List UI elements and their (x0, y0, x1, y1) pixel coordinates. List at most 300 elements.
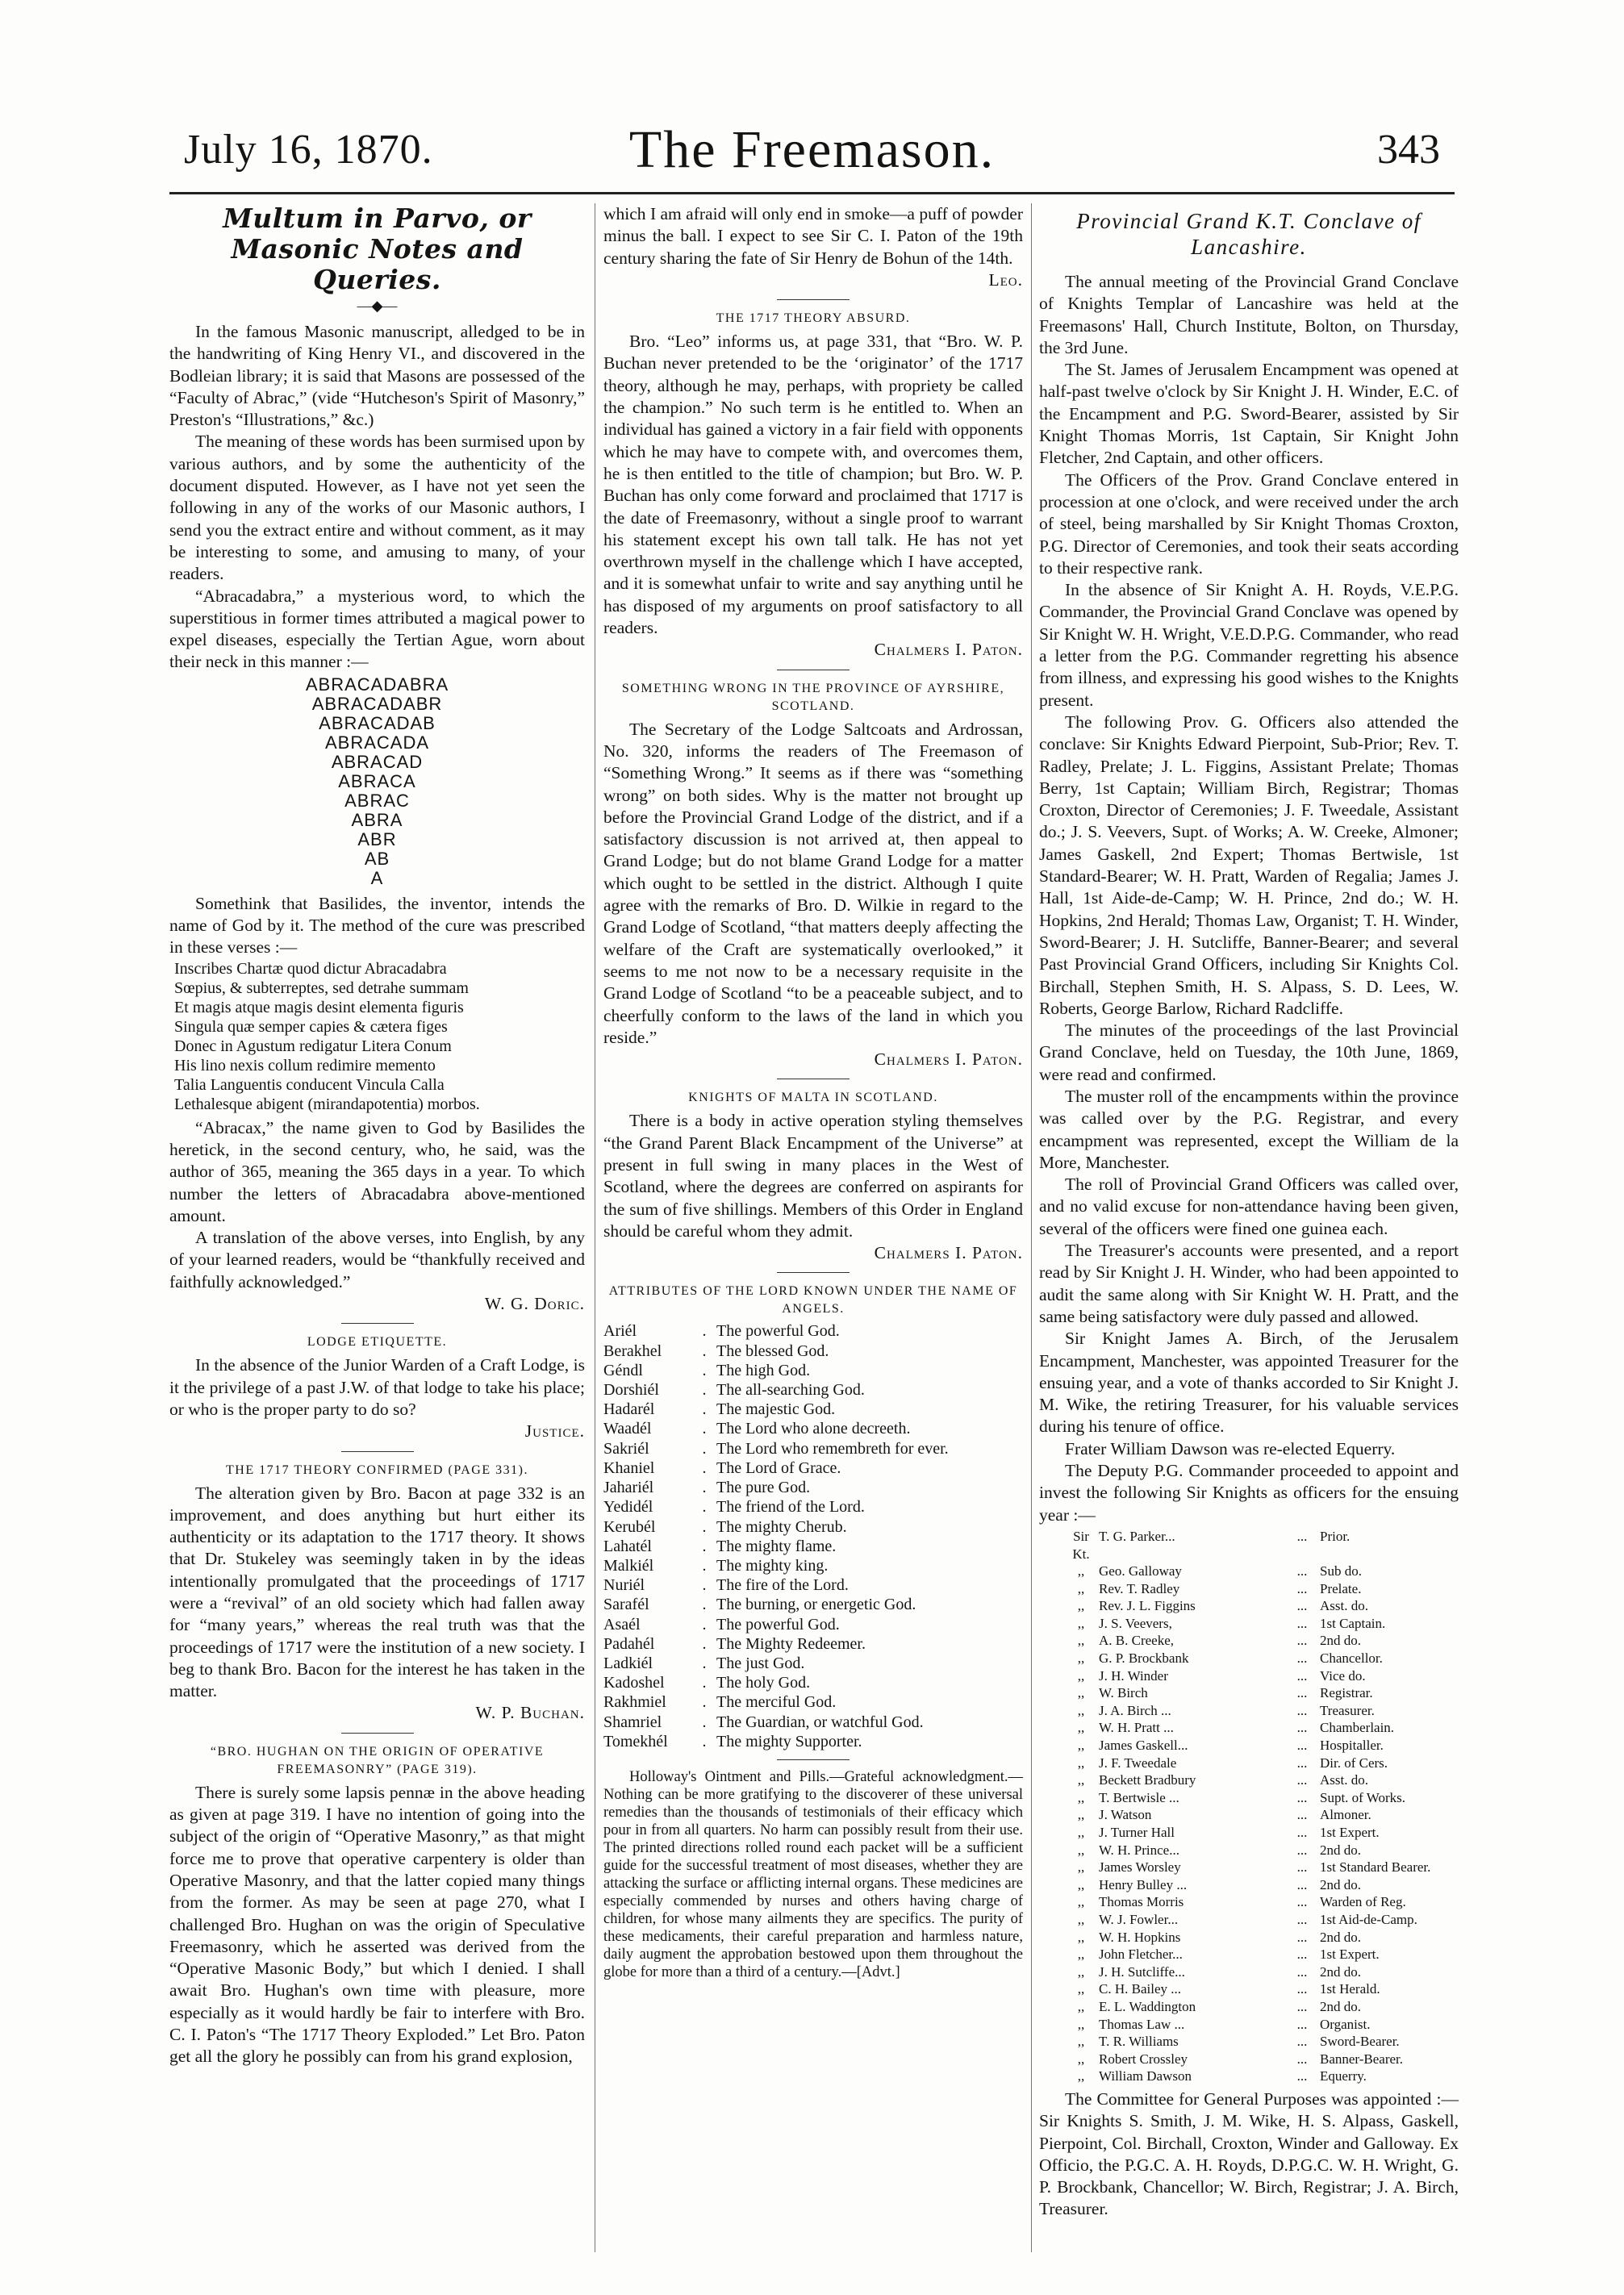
angel-desc: The blessed God. (716, 1342, 829, 1360)
ditto: ,, (1077, 1876, 1085, 1892)
angel-desc: The just God. (716, 1654, 805, 1672)
officer-name: T. R. Williams (1099, 2034, 1179, 2050)
table-row (603, 1400, 1023, 1419)
angel-desc: The friend of the Lord. (716, 1498, 865, 1517)
signature: W. P. Buchan. (475, 1703, 585, 1723)
ditto: ,, (1077, 1929, 1085, 1945)
paragraph: The minutes of the proceedings of the last Provincial Grand Conclave, held on Tuesday, the 10th June, 1869, were read and confirmed. (1039, 1020, 1459, 1084)
abra-line: ABR (357, 828, 397, 849)
subheading-knights-malta: KNIGHTS OF MALTA IN SCOTLAND. (688, 1091, 938, 1105)
angel-name: Padahél (603, 1634, 655, 1653)
officer-office: Banner-Bearer. (1320, 2051, 1404, 2067)
table-row (1063, 1806, 1442, 1824)
publication-title: The Freemason. (628, 120, 996, 179)
table-row (1063, 1859, 1442, 1876)
officer-office: 2nd do. (1320, 1876, 1361, 1892)
officer-name: W. J. Fowler... (1099, 1911, 1179, 1927)
officer-office: Sub do. (1320, 1563, 1362, 1579)
officer-name: J. A. Birch ... (1099, 1702, 1171, 1718)
separator (341, 1323, 414, 1324)
table-row (603, 1517, 1023, 1537)
angel-desc: The holy God. (716, 1674, 811, 1692)
paragraph: The Secretary of the Lodge Saltcoats and Ardrossan, No. 320, informs the readers of The Freemason of “Something Wrong.” It seems as if there was “something wrong” on both sides. Why is the matter not brought up before the Provincial Grand Lodge of the district, and if a satisfactory discussion is not arrived at, then appeal to Grand Lodge; but do not blame Grand Lodge for a matter which ought to be settled in the district. Although I quite agree with the remarks of Bro. D. Wilkie in regard to the Grand Lodge of Scotland, “that matters deeply affecting the welfare of the Craft are systematically overlooked,” it seems to me not now to be a necessary requisite in the Grand Lodge of Scotland “to be a peaceable subject, and to cheerfully conform to the laws of the land in which you reside.” (603, 719, 1023, 1047)
officer-office: 1st Expert. (1320, 1947, 1380, 1963)
officer-name: E. L. Waddington (1099, 1998, 1196, 2014)
officer-office: Prelate. (1320, 1580, 1362, 1596)
officer-office: Warden of Reg. (1320, 1894, 1406, 1910)
table-row (1063, 1632, 1442, 1650)
officer-name: Rev. J. L. Figgins (1099, 1598, 1196, 1614)
section-heading-kt-conclave: Provincial Grand K.T. Conclave of Lancashire. (1076, 209, 1422, 259)
dot: . (702, 1342, 707, 1360)
column-rule (1031, 203, 1032, 2252)
signature: Leo. (988, 269, 1023, 290)
leader-dots: ... (1296, 2068, 1308, 2084)
dot: . (702, 1713, 707, 1731)
table-row (1063, 1684, 1442, 1702)
abra-line: AB (364, 848, 390, 869)
abra-line: ABRACADAB (319, 712, 436, 733)
ditto: ,, (1077, 1772, 1085, 1788)
dot: . (702, 1400, 707, 1419)
dot: . (702, 1458, 707, 1477)
table-row (603, 1419, 1023, 1438)
page-number: 343 (1377, 127, 1440, 173)
table-row (1063, 2068, 1442, 2085)
officer-office: Sword-Bearer. (1320, 2034, 1400, 2050)
officer-name: James Gaskell... (1099, 1738, 1188, 1754)
leader-dots: ... (1296, 1772, 1308, 1788)
separator (341, 1733, 414, 1734)
ditto: ,, (1077, 1755, 1085, 1771)
table-row (1063, 1719, 1442, 1737)
table-row (1063, 1946, 1442, 1963)
leader-dots: ... (1296, 1807, 1308, 1823)
table-row (603, 1458, 1023, 1478)
leader-dots: ... (1296, 1580, 1308, 1596)
officer-office: Asst. do. (1320, 1598, 1368, 1614)
table-row (603, 1732, 1023, 1751)
ditto: ,, (1077, 1981, 1085, 1997)
table-row (603, 1497, 1023, 1517)
angel-desc: The burning, or energetic God. (716, 1596, 916, 1614)
leader-dots: ... (1296, 1876, 1308, 1892)
angel-desc: The high God. (716, 1361, 811, 1379)
ditto: ,, (1077, 2051, 1085, 2067)
masthead-rule (169, 192, 1455, 194)
paragraph: The Committee for General Purposes was appointed :—Sir Knights S. Smith, J. M. Wike, H. S. Alpass, Gaskell, Pierpoint, Col. Birchall, Croxton, Winder and Galloway. Ex Officio, the P.G.C. A. H. Royds, D.P.G.C. W. H. Wright, G. P. Brockbank, Chancellor; W. Birch, Registrar; J. A. Birch, Treasurer. (1039, 2088, 1459, 2219)
paragraph: The Deputy P.G. Commander proceeded to appoint and invest the following Sir Knights as officers for the ensuing year :— (1039, 1461, 1459, 1525)
table-row (1063, 1980, 1442, 1998)
leader-dots: ... (1296, 1998, 1308, 2014)
table-row (1063, 1789, 1442, 1807)
angel-name: Nuriél (603, 1576, 645, 1595)
dot: . (702, 1537, 707, 1555)
latin-verse (174, 959, 585, 1114)
leader-dots: ... (1296, 1738, 1308, 1754)
verse-line: Et magis atque magis desint elementa figuris (174, 998, 464, 1016)
angel-desc: The mighty Supporter. (716, 1732, 862, 1750)
dot: . (702, 1634, 707, 1653)
dot: . (702, 1693, 707, 1712)
table-row (603, 1380, 1023, 1400)
leader-dots: ... (1296, 1894, 1308, 1910)
table-row (1063, 1528, 1442, 1563)
ditto: ,, (1077, 1859, 1085, 1876)
officer-name: Beckett Bradbury (1099, 1772, 1196, 1788)
table-row (1063, 1929, 1442, 1947)
angel-name: Malkiél (603, 1556, 654, 1575)
officer-name: Geo. Galloway (1099, 1563, 1182, 1579)
angel-desc: The Lord who remembreth for ever. (716, 1439, 949, 1458)
leader-dots: ... (1296, 1963, 1308, 1980)
ditto: ,, (1077, 1947, 1085, 1963)
paragraph: Frater William Dawson was re-elected Equerry. (1065, 1438, 1396, 1458)
angel-name: Yedidél (603, 1498, 653, 1517)
dot: . (702, 1654, 707, 1672)
leader-dots: ... (1296, 1650, 1308, 1667)
table-row (1063, 1893, 1442, 1911)
angel-desc: The Guardian, or watchful God. (716, 1713, 924, 1731)
leader-dots: ... (1296, 2034, 1308, 2050)
officer-office: 1st Herald. (1320, 1981, 1380, 1997)
leader-dots: ... (1296, 1598, 1308, 1614)
leader-dots: ... (1296, 1789, 1308, 1805)
subheading-lodge-etiquette: LODGE ETIQUETTE. (307, 1335, 448, 1350)
leader-dots: ... (1296, 1929, 1308, 1945)
officer-name: James Worsley (1099, 1859, 1181, 1876)
ditto: ,, (1077, 1598, 1085, 1614)
officer-office: Organist. (1320, 2016, 1371, 2032)
paragraph: In the absence of the Junior Warden of a Craft Lodge, is it the privilege of a past J.W. of that lodge to take his place; or who is the proper party to do so? (169, 1355, 585, 1419)
leader-dots: ... (1296, 1667, 1308, 1684)
angel-name: Khaniel (603, 1458, 655, 1477)
paragraph: The St. James of Jerusalem Encampment was opened at half-past twelve o'clock by Sir Knight J. H. Winder, E.C. of the Encampment and P.G. Sword-Bearer, assisted by Sir Knight Thomas Morris, 1st Captain, Sir Knight John Fletcher, 2nd Captain, and other officers. (1039, 360, 1459, 468)
dot: . (702, 1439, 707, 1458)
angel-name: Waadél (603, 1420, 652, 1438)
paragraph: which I am afraid will only end in smoke—a puff of powder minus the ball. I expect to see Sir C. I. Paton of the 19th century sharing the fate of Sir Henry de Bohun of the 14th. (603, 204, 1023, 268)
subheading-hughan: “BRO. HUGHAN ON THE ORIGIN OF OPERATIVE FREEMASONRY” (PAGE 319). (210, 1744, 545, 1776)
leader-dots: ... (1296, 1911, 1308, 1927)
dot: . (702, 1420, 707, 1438)
subheading-1717-confirmed: THE 1717 THEORY CONFIRMED (PAGE 331). (226, 1463, 528, 1477)
table-row (603, 1556, 1023, 1575)
table-row (603, 1478, 1023, 1497)
table-row (603, 1361, 1023, 1380)
paragraph: The roll of Provincial Grand Officers was called over, and no valid excuse for non-attendance having been given, several of the officers were fined one guinea each. (1039, 1175, 1459, 1238)
abra-line: ABRACA (338, 770, 416, 791)
dot: . (702, 1498, 707, 1517)
officer-name: W. Birch (1099, 1685, 1148, 1701)
angel-name: Ariél (603, 1322, 637, 1341)
leader-dots: ... (1296, 1528, 1308, 1544)
leader-dots: ... (1296, 1702, 1308, 1718)
table-row (1063, 1667, 1442, 1685)
angel-name: Dorshiél (603, 1381, 659, 1400)
angel-desc: The merciful God. (716, 1693, 837, 1712)
dot: . (702, 1322, 707, 1341)
angel-name: Tomekhél (603, 1732, 668, 1750)
verse-line: Talia Languentis conducent Vincula Calla (174, 1075, 445, 1094)
angel-desc: The powerful God. (716, 1322, 840, 1341)
officer-name: Thomas Morris (1099, 1894, 1184, 1910)
paragraph: “Abracax,” the name given to God by Basilides the heretick, in the second century, who, he said, was the author of 365, meaning the 365 days in a year. To which number the letters of Abracadabra above-mentioned amount. (169, 1117, 585, 1225)
officers-table (1063, 1528, 1442, 2085)
ditto: ,, (1077, 1807, 1085, 1823)
table-row (1063, 1597, 1442, 1615)
angel-desc: The fire of the Lord. (716, 1576, 849, 1595)
table-row (1063, 1998, 1442, 2016)
leader-dots: ... (1296, 1685, 1308, 1701)
angel-desc: The mighty flame. (716, 1537, 837, 1555)
abra-line: ABRAC (344, 790, 410, 811)
officer-office: Dir. of Cers. (1320, 1755, 1388, 1771)
subheading-attributes: ATTRIBUTES OF THE LORD KNOWN UNDER THE NAME OF ANGELS. (608, 1284, 1018, 1316)
table-row (1063, 1580, 1442, 1598)
angel-name: Hadarél (603, 1400, 655, 1419)
officer-name: John Fletcher... (1099, 1947, 1183, 1963)
subheading-1717-absurd: THE 1717 THEORY ABSURD. (716, 311, 911, 326)
paragraph: There is a body in active operation styling themselves “the Grand Parent Black Encampment of the Universe” at present in full swing in many places in the West of Scotland, where the degrees are conferred on aspirants for the sum of five shillings. Members of this Order in England should be careful whom they admit. (603, 1111, 1023, 1241)
officer-name: J. H. Winder (1099, 1667, 1168, 1684)
table-row (603, 1537, 1023, 1556)
ditto: ,, (1077, 1685, 1085, 1701)
dot: . (702, 1556, 707, 1575)
dot: . (702, 1576, 707, 1595)
leader-dots: ... (1296, 1720, 1308, 1736)
angel-desc: The Lord who alone decreeth. (716, 1420, 911, 1438)
signature: W. G. Doric. (484, 1294, 585, 1314)
officer-office: 2nd do. (1320, 1929, 1361, 1945)
officer-office: Hospitaller. (1320, 1738, 1384, 1754)
officer-name: Henry Bulley ... (1099, 1876, 1188, 1892)
officer-name: T. G. Parker... (1099, 1528, 1175, 1544)
table-row (1063, 1911, 1442, 1929)
table-row (1063, 1650, 1442, 1667)
ditto: Sir Kt. (1072, 1528, 1090, 1562)
officer-office: Chancellor. (1320, 1650, 1383, 1667)
officer-office: Prior. (1320, 1528, 1351, 1544)
table-row (1063, 1737, 1442, 1755)
officer-office: 2nd do. (1320, 1842, 1361, 1858)
table-row (603, 1342, 1023, 1361)
angel-name: Jahariél (603, 1479, 654, 1497)
verse-line: Donec in Agustum redigatur Litera Conum (174, 1037, 452, 1055)
dot: . (702, 1615, 707, 1634)
officer-name: J. Watson (1099, 1807, 1152, 1823)
angel-name: Kadoshel (603, 1674, 665, 1692)
paragraph: There is surely some lapsis pennæ in the above heading as given at page 319. I have no intention of going into the subject of the origin of “Operative Masonry,” as that might force me to prove that operative carpentery is older than Operative Masonry, and that the latter copied many things from the former. As may be seen at page 270, what I challenged Bro. Hughan on was the origin of Speculative Freemasonry, which he asserted was derived from the “Operative Masonic Body,” but which I denied. I shall await Bro. Hughan's own time with pleasure, more especially as it would hardly be fair to interfere with Bro. C. I. Paton's “The 1717 Theory Exploded.” Let Bro. Paton get all the glory he possibly can from his grand explosion, (169, 1782, 585, 2067)
dot: . (702, 1381, 707, 1400)
paragraph: The alteration given by Bro. Bacon at page 332 is an improvement, and does anything but hurt either its authenticity or its adaptation to the 1717 theory. It shows that Dr. Stukeley was seemingly taken in by the ideas intentionally promulgated that the proceedings of 1717 were a “revival” of an old society which had fallen away for “many years,” whereas the real truth was that the proceedings of 1717 were the institution of a new society. I beg to thank Bro. Bacon for the interest he has taken in the matter. (169, 1483, 585, 1701)
leader-dots: ... (1296, 1981, 1308, 1997)
officer-name: J. H. Sutcliffe... (1099, 1963, 1185, 1980)
section-heading-notes-queries: Multum in Parvo, or Masonic Notes and Queries. (223, 202, 532, 295)
officer-name: C. H. Bailey ... (1099, 1981, 1181, 1997)
paragraph: Bro. “Leo” informs us, at page 331, that “Bro. W. P. Buchan never pretended to be the ‘originator’ of the 1717 theory, although he may, perhaps, with propriety be called the champion.” No such term is he entitled to. When an individual has gained a victory in a fair field with opponents which he may have to compete with, and overcomes them, he is then entitled to the title of champion; but Bro. W. P. Buchan has only come forward and proclaimed that 1717 is the date of Freemasonry, without a single proof to warrant his statement except his own tall talk. He has not yet overthrown myself in the challenge which I have accepted, and it is somewhat unfair to write and say anything until he has disposed of my arguments on proof satisfactory to all readers. (603, 332, 1023, 638)
table-row (603, 1654, 1023, 1673)
officer-office: Supt. of Works. (1320, 1789, 1405, 1805)
table-row (1063, 2033, 1442, 2051)
ornament-divider: —◆— (357, 298, 398, 314)
officer-name: A. B. Creeke, (1099, 1633, 1175, 1649)
leader-dots: ... (1296, 1825, 1308, 1841)
leader-dots: ... (1296, 1842, 1308, 1858)
abra-line: ABRACADA (324, 732, 430, 753)
table-row (1063, 1755, 1442, 1772)
ditto: ,, (1077, 2016, 1085, 2032)
officer-name: Rev. T. Radley (1099, 1580, 1180, 1596)
table-row (603, 1673, 1023, 1692)
paragraph: A translation of the above verses, into English, by any of your learned readers, would be “thankfully received and faithfully acknowledged.” (169, 1228, 585, 1291)
officer-name: W. H. Hopkins (1099, 1929, 1181, 1945)
officer-office: 1st Aid-de-Camp. (1320, 1911, 1417, 1927)
angel-desc: The powerful God. (716, 1615, 840, 1634)
table-row (1063, 1615, 1442, 1633)
separator (777, 299, 850, 300)
table-row (603, 1439, 1023, 1458)
leader-dots: ... (1296, 1755, 1308, 1771)
signature: Chalmers I. Paton. (874, 1243, 1023, 1263)
ditto: ,, (1077, 1911, 1085, 1927)
table-row (1063, 1842, 1442, 1859)
paragraph: In the absence of Sir Knight A. H. Royds, V.E.P.G. Commander, the Provincial Grand Conclave was opened by Sir Knight W. H. Wright, V.E.D.P.G. Commander, who read a letter from the P.G. Commander regretting his absence from illness, and expressing his good wishes to the Knights present. (1039, 580, 1459, 710)
table-row (1063, 1876, 1442, 1894)
column-3 (1039, 203, 1459, 2221)
angel-desc: The majestic God. (716, 1400, 836, 1419)
paragraph: Sir Knight James A. Birch, of the Jerusalem Encampment, Manchester, was appointed Treasurer for the ensuing year, and a vote of thanks accorded to Sir Knight J. M. Wike, the retiring Treasurer, for his valuable services during his tenure of office. (1039, 1329, 1459, 1437)
officer-name: J. Turner Hall (1099, 1825, 1175, 1841)
angel-name: Ladkiél (603, 1654, 653, 1672)
ditto: ,, (1077, 1789, 1085, 1805)
signature: Chalmers I. Paton. (874, 640, 1023, 660)
ditto: ,, (1077, 2034, 1085, 2050)
ditto: ,, (1077, 1998, 1085, 2014)
angel-name: Shamriel (603, 1713, 662, 1731)
paragraph: In the famous Masonic manuscript, alledged to be in the handwriting of King Henry VI., and discovered in the Bodleian library; it is said that Masons are possessed of the “Faculty of Abrac,” (vide “Hutcheson's Spirit of Masonry,” Preston's “Illustrations,” &c.) (169, 322, 585, 430)
officer-office: 2nd do. (1320, 1633, 1361, 1649)
issue-date: July 16, 1870. (184, 127, 433, 173)
ditto: ,, (1077, 1702, 1085, 1718)
leader-dots: ... (1296, 1947, 1308, 1963)
angel-desc: The mighty Cherub. (716, 1517, 847, 1536)
angel-desc: The Lord of Grace. (716, 1458, 841, 1477)
officer-name: Robert Crossley (1099, 2051, 1188, 2067)
subheading-ayrshire: SOMETHING WRONG IN THE PROVINCE OF AYRSHIRE, SCOTLAND. (621, 681, 1005, 713)
table-row (1063, 1963, 1442, 1981)
abra-line: ABRACADABR (311, 693, 443, 714)
signature: Chalmers I. Paton. (874, 1049, 1023, 1070)
officer-office: Asst. do. (1320, 1772, 1368, 1788)
ditto: ,, (1077, 1563, 1085, 1579)
officer-name: J. F. Tweedale (1099, 1755, 1177, 1771)
separator (777, 1759, 850, 1760)
paragraph: The annual meeting of the Provincial Grand Conclave of Knights Templar of Lancashire was held at the Freemasons' Hall, Church Institute, Bolton, on Thursday, the 3rd June. (1039, 272, 1459, 357)
angel-name: Lahatél (603, 1537, 652, 1555)
angel-name: Géndl (603, 1361, 643, 1379)
masthead (184, 119, 1440, 192)
dot: . (702, 1517, 707, 1536)
officer-office: 1st Standard Bearer. (1320, 1859, 1431, 1876)
column-1 (169, 203, 585, 2068)
angel-name: Asaél (603, 1615, 641, 1634)
officer-name: T. Bertwisle ... (1099, 1789, 1179, 1805)
column-2 (603, 203, 1023, 1981)
officer-office: 1st Expert. (1320, 1825, 1380, 1841)
separator (777, 1272, 850, 1273)
officer-name: W. H. Prince... (1099, 1842, 1179, 1858)
officer-name: W. H. Pratt ... (1099, 1720, 1174, 1736)
officer-office: Chamberlain. (1320, 1720, 1395, 1736)
dot: . (702, 1361, 707, 1379)
table-row (603, 1615, 1023, 1634)
leader-dots: ... (1296, 1615, 1308, 1631)
officer-name: William Dawson (1099, 2068, 1192, 2084)
abra-line: ABRACADABRA (305, 674, 449, 695)
leader-dots: ... (1296, 1633, 1308, 1649)
signature: Justice. (524, 1421, 585, 1442)
ditto: ,, (1077, 2068, 1085, 2084)
ditto: ,, (1077, 1667, 1085, 1684)
dot: . (702, 1674, 707, 1692)
angel-name: Sarafél (603, 1596, 649, 1614)
officer-name: Thomas Law ... (1099, 2016, 1185, 2032)
ditto: ,, (1077, 1894, 1085, 1910)
table-row (1063, 1702, 1442, 1720)
ditto: ,, (1077, 1842, 1085, 1858)
ditto: ,, (1077, 1825, 1085, 1841)
officer-office: 2nd do. (1320, 1998, 1361, 2014)
abra-line: A (370, 867, 384, 888)
separator (341, 1451, 414, 1452)
verse-line: Singula quæ semper capies & cætera figes (174, 1017, 448, 1036)
table-row (603, 1713, 1023, 1732)
leader-dots: ... (1296, 1859, 1308, 1876)
officer-office: Treasurer. (1320, 1702, 1375, 1718)
angel-desc: The Mighty Redeemer. (716, 1634, 866, 1653)
officer-office: Registrar. (1320, 1685, 1373, 1701)
officer-office: Equerry. (1320, 2068, 1367, 2084)
angels-table (603, 1321, 1023, 1750)
dot: . (702, 1479, 707, 1497)
officer-name: J. S. Veevers, (1099, 1615, 1172, 1631)
angel-name: Rakhmiel (603, 1693, 666, 1712)
abra-line: ABRACAD (331, 751, 424, 772)
advertisement-holloway: Holloway's Ointment and Pills.—Grateful acknowledgment.—Nothing can be more gratifying to the discoverer of these universal remedies than the thousands of testimonials of their efficacy which pour in from all quarters. No harm can possibly result from their use. The printed directions rolled round each packet will be a sufficient guide for the successful treatment of most diseases, whether they are attacking the surface or afflicting internal organs. These medicines are especially commended by nurses and others having charge of children, for whose many ailments they are specifics. The purity of these medicaments, their careful preparation and harmless nature, daily augment the approbation bestowed upon them throughout the globe for more than a third of a century.—[Advt.] (603, 1768, 1023, 1980)
table-row (1063, 1824, 1442, 1842)
table-row (603, 1575, 1023, 1595)
verse-line: Lethalesque abigent (mirandapotentia) morbos. (174, 1095, 480, 1113)
ditto: ,, (1077, 1720, 1085, 1736)
dot: . (702, 1596, 707, 1614)
leader-dots: ... (1296, 2051, 1308, 2067)
ditto: ,, (1077, 1580, 1085, 1596)
paragraph: The Officers of the Prov. Grand Conclave entered in procession at one o'clock, and were received under the arch of steel, being marshalled by Sir Knight Thomas Croxton, P.G. Director of Ceremonies, and took their seats according to their respective rank. (1039, 469, 1459, 578)
dot: . (702, 1732, 707, 1750)
ditto: ,, (1077, 1738, 1085, 1754)
ditto: ,, (1077, 1650, 1085, 1667)
table-row (1063, 2016, 1442, 2034)
officer-office: Vice do. (1320, 1667, 1366, 1684)
ditto: ,, (1077, 1615, 1085, 1631)
paragraph: The following Prov. G. Officers also attended the conclave: Sir Knights Edward Pierpoint, Sub-Prior; Rev. T. Radley, Prelate; J. L. Figgins, Assistant Prelate; Thomas Berry, 1st Captain; William Birch, Registrar; Thomas Croxton, Director of Ceremonies; J. F. Tweedale, Assistant do.; J. S. Veevers, Supt. of Works; A. W. Creeke, Almoner; James Gaskell, 2nd Expert; Thomas Bertwisle, 1st Standard-Bearer; W. H. Pratt, Warden of Regalia; James J. Hall, 1st Aide-de-Camp; W. H. Prince, 2nd do.; W. H. Hopkins, 2nd Herald; Thomas Law, Organist; T. H. Winder, Sword-Bearer; J. H. Sutcliffe, Banner-Bearer; and several Past Provincial Grand Officers, including Sir Knights Col. Birchall, Stephen Smith, H. S. Alpass, S. D. Lees, W. Roberts, George Barlow, Richard Radcliffe. (1039, 711, 1459, 1018)
angel-desc: The pure God. (716, 1479, 811, 1497)
paragraph: “Abracadabra,” a mysterious word, to which the superstitious in former times attributed a magical power to expel diseases, especially the Tertian Ague, worn about their neck in this manner :— (169, 586, 585, 672)
paragraph: The meaning of these words has been surmised upon by various authors, and by some the authenticity of the document disputed. However, as I have not yet seen the following in any of the works of our Masonic authors, I send you the extract entire and without comment, as it may be interesting to some, and amusing to many, of your readers. (169, 432, 585, 584)
paragraph: The Treasurer's accounts were presented, and a report read by Sir Knight J. H. Winder, who had been appointed to audit the same along with Sir Knight W. H. Pratt, and the same being satisfactory were duly passed and allowed. (1039, 1241, 1459, 1326)
verse-line: Sœpius, & subterreptes, sed detrahe summam (174, 979, 469, 997)
officer-office: Almoner. (1320, 1807, 1371, 1823)
